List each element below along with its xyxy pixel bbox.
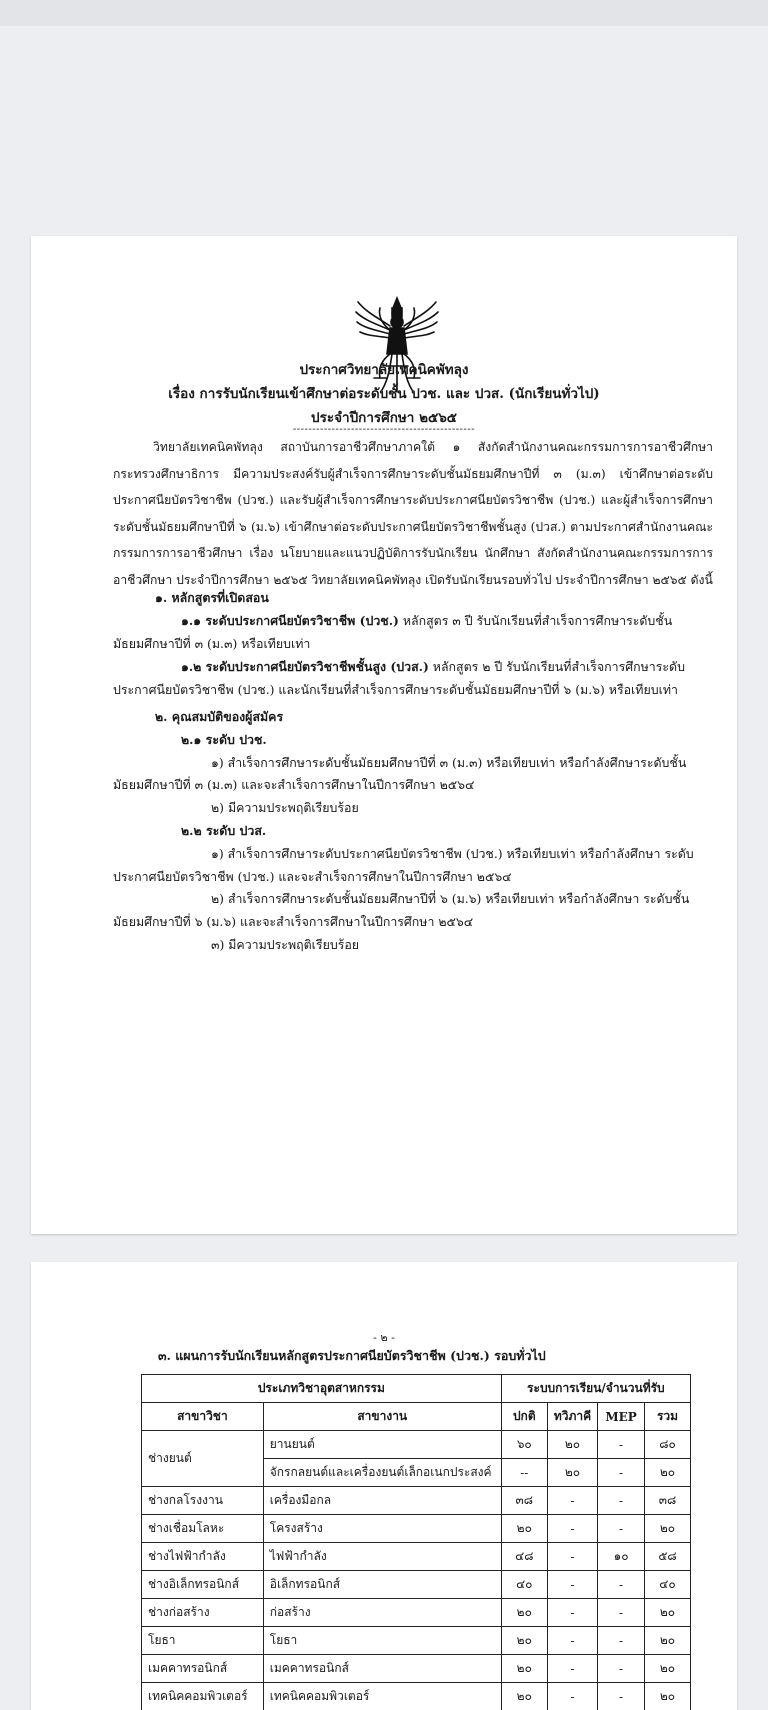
major-cell: ช่างเชื่อมโลหะ <box>142 1515 264 1543</box>
total-cell: ๒๐ <box>644 1627 690 1655</box>
col-mep-header: MEP <box>598 1403 645 1431</box>
table-row <box>142 1655 691 1683</box>
table-row <box>142 1683 691 1710</box>
item-2-2-b-continuation: มัธยมศึกษาปีที่ ๖ (ม.๖) และจะสำเร็จการศึกษาในปีการศึกษา ๒๕๖๔ <box>113 914 474 929</box>
section-2-heading: ๒. คุณสมบัติของผู้สมัคร <box>155 709 284 724</box>
dual-cell: - <box>547 1683 597 1710</box>
item-1-1-text: หลักสูตร ๓ ปี รับนักเรียนที่สำเร็จการศึกษาระดับชั้น <box>402 613 673 628</box>
group-header: ประเภทวิชาอุตสาหกรรม <box>142 1375 502 1403</box>
item-2-1-a-continuation: มัธยมศึกษาปีที่ ๓ (ม.๓) และจะสำเร็จการศึกษาในปีการศึกษา ๒๕๖๔ <box>113 777 475 792</box>
sub-cell: เมคคาทรอนิกส์ <box>263 1655 501 1683</box>
sub-cell: โครงสร้าง <box>263 1515 501 1543</box>
total-cell: ๕๘ <box>644 1543 690 1571</box>
sub-cell: ก่อสร้าง <box>263 1599 501 1627</box>
major-cell: ช่างยนต์ <box>142 1431 264 1487</box>
total-cell: ๔๐ <box>644 1571 690 1599</box>
total-cell: ๒๐ <box>644 1599 690 1627</box>
viewer-top-bar <box>0 0 768 26</box>
mep-cell: - <box>598 1655 645 1683</box>
dual-cell: ๒๐ <box>547 1431 597 1459</box>
table-row <box>142 1515 691 1543</box>
sub-cell: เทคนิคคอมพิวเตอร์ <box>263 1683 501 1710</box>
item-2-2-a: ๑) สำเร็จการศึกษาระดับประกาศนียบัตรวิชาชีพ (ปวช.) หรือเทียบเท่า หรือกำลังศึกษา ระดับ <box>211 846 694 861</box>
total-cell: ๘๐ <box>644 1431 690 1459</box>
dual-cell: - <box>547 1543 597 1571</box>
item-1-2-continuation: ประกาศนียบัตรวิชาชีพ (ปวช.) และนักเรียนที่สำเร็จการศึกษาระดับชั้นมัธยมศึกษาปีที่ ๖ (ม.๖) หรือเทียบเท่า <box>113 682 678 697</box>
mep-cell: - <box>598 1459 645 1487</box>
mep-cell: - <box>598 1431 645 1459</box>
item-2-2-a-continuation: ประกาศนียบัตรวิชาชีพ (ปวช.) และจะสำเร็จการศึกษาในปีการศึกษา ๒๕๖๔ <box>113 869 512 884</box>
sub-cell: เครื่องมือกล <box>263 1487 501 1515</box>
total-cell: ๓๘ <box>644 1487 690 1515</box>
sub-cell: โยธา <box>263 1627 501 1655</box>
item-2-1-a: ๑) สำเร็จการศึกษาระดับชั้นมัธยมศึกษาปีที่ ๓ (ม.๓) หรือเทียบเท่า หรือกำลังศึกษาระดับชั้น <box>211 755 687 770</box>
admission-plan-table <box>141 1374 691 1710</box>
item-1-2-text: หลักสูตร ๒ ปี รับนักเรียนที่สำเร็จการศึกษาระดับ <box>432 659 685 674</box>
item-2-1-heading: ๒.๑ ระดับ ปวช. <box>181 732 267 747</box>
document-page-2 <box>31 1262 737 1710</box>
intro-paragraph <box>113 434 713 593</box>
item-2-2-b: ๒) สำเร็จการศึกษาระดับชั้นมัธยมศึกษาปีที่ ๖ (ม.๖) หรือเทียบเท่า หรือกำลังศึกษา ระดับชั้น <box>211 891 690 906</box>
total-cell: ๒๐ <box>644 1655 690 1683</box>
mep-cell: - <box>598 1627 645 1655</box>
normal-cell: ๒๐ <box>501 1683 547 1710</box>
sub-cell: ไฟฟ้ากำลัง <box>263 1543 501 1571</box>
total-cell: ๒๐ <box>644 1515 690 1543</box>
item-1-2 <box>181 658 685 677</box>
table-row <box>142 1571 691 1599</box>
item-1-2-label: ๑.๒ ระดับประกาศนียบัตรวิชาชีพชั้นสูง (ปวส.) <box>181 659 429 674</box>
dual-cell: - <box>547 1515 597 1543</box>
item-2-2-heading: ๒.๒ ระดับ ปวส. <box>181 823 267 838</box>
col-major-header: สาขาวิชา <box>142 1403 264 1431</box>
major-cell: ช่างกลโรงงาน <box>142 1487 264 1515</box>
normal-cell: ๒๐ <box>501 1627 547 1655</box>
item-2-2-c: ๓) มีความประพฤติเรียบร้อย <box>211 937 360 952</box>
major-cell: ช่างไฟฟ้ากำลัง <box>142 1543 264 1571</box>
normal-cell: -- <box>501 1459 547 1487</box>
mep-cell: - <box>598 1683 645 1710</box>
major-cell: ช่างก่อสร้าง <box>142 1599 264 1627</box>
page-number: - ๒ - <box>373 1331 395 1344</box>
sub-cell: ยานยนต์ <box>263 1431 501 1459</box>
mep-cell: - <box>598 1515 645 1543</box>
item-1-1 <box>181 612 672 631</box>
system-header: ระบบการเรียน/จำนวนที่รับ <box>501 1375 690 1403</box>
normal-cell: ๖๐ <box>501 1431 547 1459</box>
item-1-1-continuation: มัธยมศึกษาปีที่ ๓ (ม.๓) หรือเทียบเท่า <box>113 636 311 651</box>
sub-cell: จักรกลยนต์และเครื่องยนต์เล็กอเนกประสงค์ <box>263 1459 501 1487</box>
announcement-year: ประจำปีการศึกษา ๒๕๖๕ <box>311 410 457 426</box>
item-2-1-b: ๒) มีความประพฤติเรียบร้อย <box>211 800 359 815</box>
major-cell: โยธา <box>142 1627 264 1655</box>
dual-cell: - <box>547 1571 597 1599</box>
col-dual-header: ทวิภาคี <box>547 1403 597 1431</box>
col-sub-header: สาขางาน <box>263 1403 501 1431</box>
major-cell: ช่างอิเล็กทรอนิกส์ <box>142 1571 264 1599</box>
mep-cell: ๑๐ <box>598 1543 645 1571</box>
mep-cell: - <box>598 1599 645 1627</box>
section-3-title: ๓. แผนการรับนักเรียนหลักสูตรประกาศนียบัตรวิชาชีพ (ปวช.) รอบทั่วไป <box>158 1348 546 1363</box>
major-cell: เมคคาทรอนิกส์ <box>142 1655 264 1683</box>
table-row <box>142 1599 691 1627</box>
col-normal-header: ปกติ <box>501 1403 547 1431</box>
document-page-1 <box>31 236 737 1234</box>
mep-cell: - <box>598 1487 645 1515</box>
table-row <box>142 1627 691 1655</box>
normal-cell: ๔๘ <box>501 1543 547 1571</box>
item-1-1-label: ๑.๑ ระดับประกาศนียบัตรวิชาชีพ (ปวช.) <box>181 613 399 628</box>
col-total-header: รวม <box>644 1403 690 1431</box>
table-row <box>142 1431 691 1459</box>
announcement-subject: เรื่อง การรับนักเรียนเข้าศึกษาต่อระดับชั้น ปวช. และ ปวส. (นักเรียนทั่วไป) <box>168 386 600 402</box>
section-1-heading: ๑. หลักสูตรที่เปิดสอน <box>155 590 269 605</box>
intro-text: วิทยาลัยเทคนิคพัทลุง สถาบันการอาชีวศึกษาภาคใต้ ๑ สังกัดสำนักงานคณะกรรมการการอาชีวศึกษา กระทรวงศึกษาธิการ มีความประสงค์รับผู้สำเร็จการศึกษาระดับชั้นมัธยมศึกษาปีที่ ๓ (ม.๓) เข้าศึกษาต่อระดับประกาศนียบัตรวิชาชีพ (ปวช.) และรับผู้สำเร็จการศึกษาระดับประกาศนียบัตรวิชาชีพ (ปวช.) และผู้สำเร็จการศึกษาระดับชั้นมัธยมศึกษาปีที่ ๖ (ม.๖) เข้าศึกษาต่อระดับประกาศนียบัตรวิชาชีพชั้นสูง (ปวส.) ตามประกาศสำนักงานคณะกรรมการการอาชีวศึกษา เรื่อง นโยบายและแนวปฏิบัติการรับนักเรียน นักศึกษา สังกัดสำนักงานคณะกรรมการการอาชีวศึกษา ประจำปีการศึกษา ๒๕๖๕ วิทยาลัยเทคนิคพัทลุง เปิดรับนักเรียนรอบทั่วไป ประจำปีการศึกษา ๒๕๖๕ ดังนี้ <box>113 440 713 587</box>
mep-cell: - <box>598 1571 645 1599</box>
dual-cell: - <box>547 1599 597 1627</box>
major-cell: เทคนิคคอมพิวเตอร์ <box>142 1683 264 1710</box>
normal-cell: ๔๐ <box>501 1571 547 1599</box>
normal-cell: ๓๘ <box>501 1487 547 1515</box>
table-row <box>142 1543 691 1571</box>
announcement-title: ประกาศวิทยาลัยเทคนิคพัทลุง <box>299 362 469 378</box>
header-divider: ----------------------------------------------- <box>292 424 476 435</box>
table-row <box>142 1487 691 1515</box>
dual-cell: - <box>547 1487 597 1515</box>
normal-cell: ๒๐ <box>501 1599 547 1627</box>
total-cell: ๒๐ <box>644 1683 690 1710</box>
dual-cell: - <box>547 1627 597 1655</box>
sub-cell: อิเล็กทรอนิกส์ <box>263 1571 501 1599</box>
dual-cell: ๒๐ <box>547 1459 597 1487</box>
normal-cell: ๒๐ <box>501 1515 547 1543</box>
total-cell: ๒๐ <box>644 1459 690 1487</box>
normal-cell: ๒๐ <box>501 1655 547 1683</box>
dual-cell: - <box>547 1655 597 1683</box>
